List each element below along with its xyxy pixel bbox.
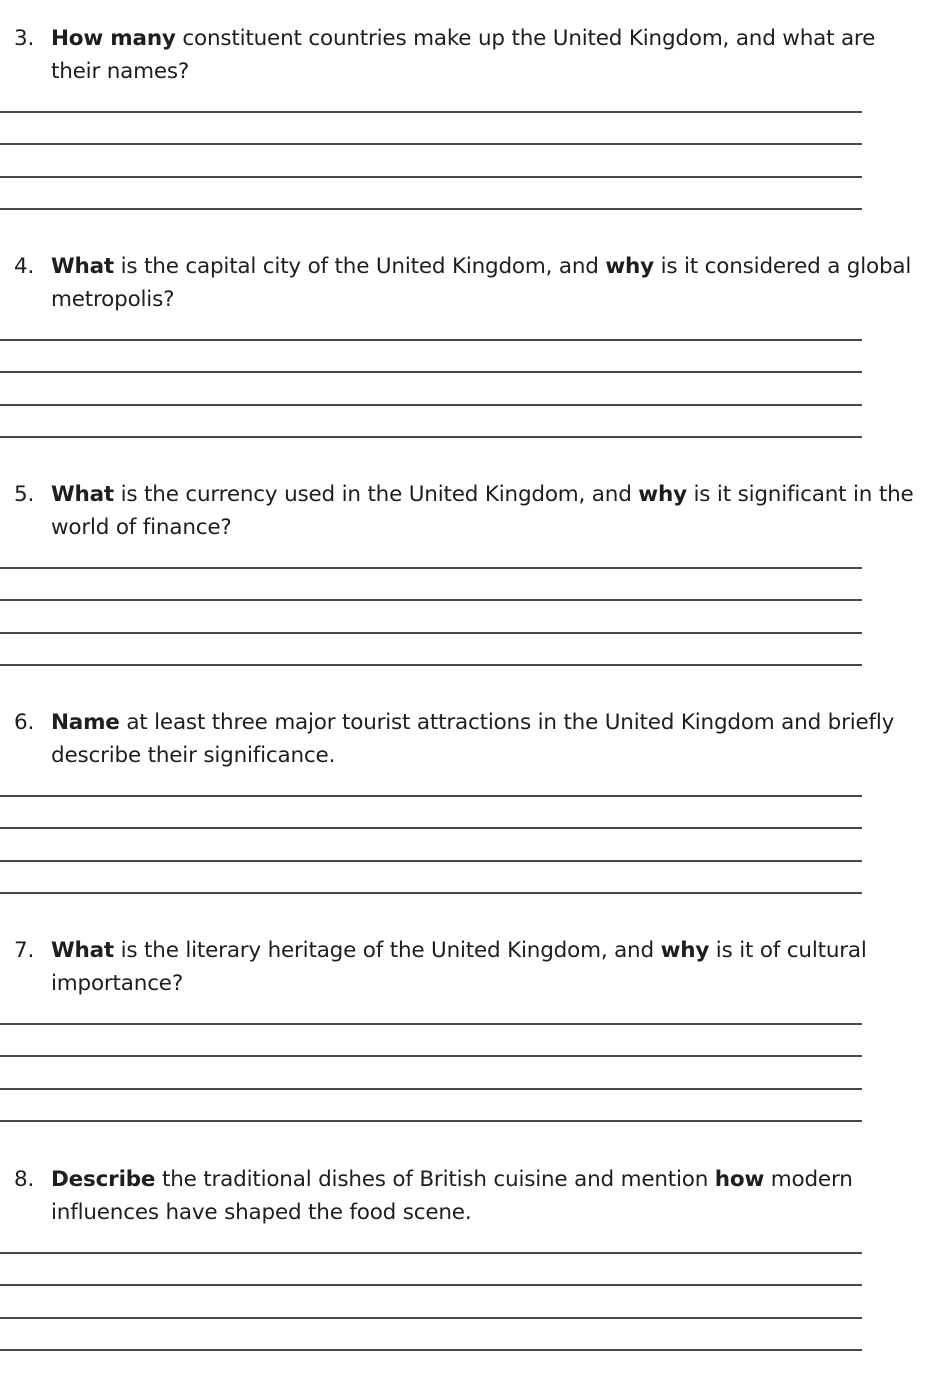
answer-line[interactable] — [0, 795, 862, 797]
question-prompt — [51, 706, 919, 772]
question-phrase: is it of cultural importance? — [51, 938, 867, 996]
question-6-text — [14, 706, 919, 772]
question-3-text — [14, 22, 919, 88]
question-number: 5. — [14, 482, 35, 507]
question-keyword: What — [51, 254, 115, 279]
answer-line[interactable] — [0, 208, 862, 210]
question-number: 4. — [14, 254, 35, 279]
question-4-text — [14, 250, 919, 316]
question-keyword: How many — [51, 26, 176, 51]
answer-line[interactable] — [0, 892, 862, 894]
question-phrase: the traditional dishes of British cuisine and mention — [155, 1167, 715, 1192]
answer-line[interactable] — [0, 599, 862, 601]
answer-line[interactable] — [0, 371, 862, 373]
question-prompt — [51, 478, 919, 544]
answer-line[interactable] — [0, 860, 862, 862]
question-keyword: why — [605, 254, 654, 279]
answer-line[interactable] — [0, 1023, 862, 1025]
question-prompt — [51, 1163, 919, 1229]
answer-line[interactable] — [0, 1284, 862, 1286]
question-8 — [0, 1163, 933, 1363]
answer-line[interactable] — [0, 143, 862, 145]
question-phrase: modern influences have shaped the food scene. — [51, 1167, 853, 1225]
question-prompt — [51, 22, 919, 88]
question-keyword: Describe — [51, 1167, 156, 1192]
question-5 — [0, 478, 933, 678]
answer-line[interactable] — [0, 567, 862, 569]
answer-line[interactable] — [0, 111, 862, 113]
question-3 — [0, 22, 933, 222]
answer-line[interactable] — [0, 404, 862, 406]
question-phrase: is the literary heritage of the United Kingdom, and — [114, 938, 661, 963]
answer-line[interactable] — [0, 1088, 862, 1090]
question-4 — [0, 250, 933, 450]
question-keyword: how — [714, 1167, 765, 1192]
answer-line[interactable] — [0, 1055, 862, 1057]
answer-line[interactable] — [0, 339, 862, 341]
question-keyword: What — [51, 938, 115, 963]
question-7-text — [14, 934, 919, 1000]
question-number: 3. — [14, 26, 35, 51]
question-prompt — [51, 250, 919, 316]
answer-line[interactable] — [0, 176, 862, 178]
question-number: 7. — [14, 938, 35, 963]
answer-line[interactable] — [0, 1317, 862, 1319]
answer-line[interactable] — [0, 827, 862, 829]
question-phrase: is the currency used in the United Kingdom, and — [114, 482, 639, 507]
question-phrase: constituent countries make up the United Kingdom, and what are their names? — [51, 26, 876, 84]
question-5-text — [14, 478, 919, 544]
question-8-text — [14, 1163, 919, 1229]
question-number: 8. — [14, 1167, 35, 1192]
question-7 — [0, 934, 933, 1134]
question-keyword: why — [638, 482, 687, 507]
question-phrase: is the capital city of the United Kingdom, and — [114, 254, 606, 279]
question-6 — [0, 706, 933, 906]
question-phrase: is it significant in the world of finance? — [51, 482, 914, 540]
question-prompt — [51, 934, 919, 1000]
question-keyword: Name — [51, 710, 120, 735]
question-keyword: why — [660, 938, 710, 963]
answer-line[interactable] — [0, 1349, 862, 1351]
question-phrase: at least three major tourist attractions in the United Kingdom and briefly describe their significance. — [51, 710, 895, 768]
answer-line[interactable] — [0, 436, 862, 438]
question-number: 6. — [14, 710, 35, 735]
answer-line[interactable] — [0, 1120, 862, 1122]
question-phrase: is it considered a global metropolis? — [51, 254, 912, 312]
answer-line[interactable] — [0, 664, 862, 666]
answer-line[interactable] — [0, 1252, 862, 1254]
answer-line[interactable] — [0, 632, 862, 634]
question-keyword: What — [51, 482, 115, 507]
